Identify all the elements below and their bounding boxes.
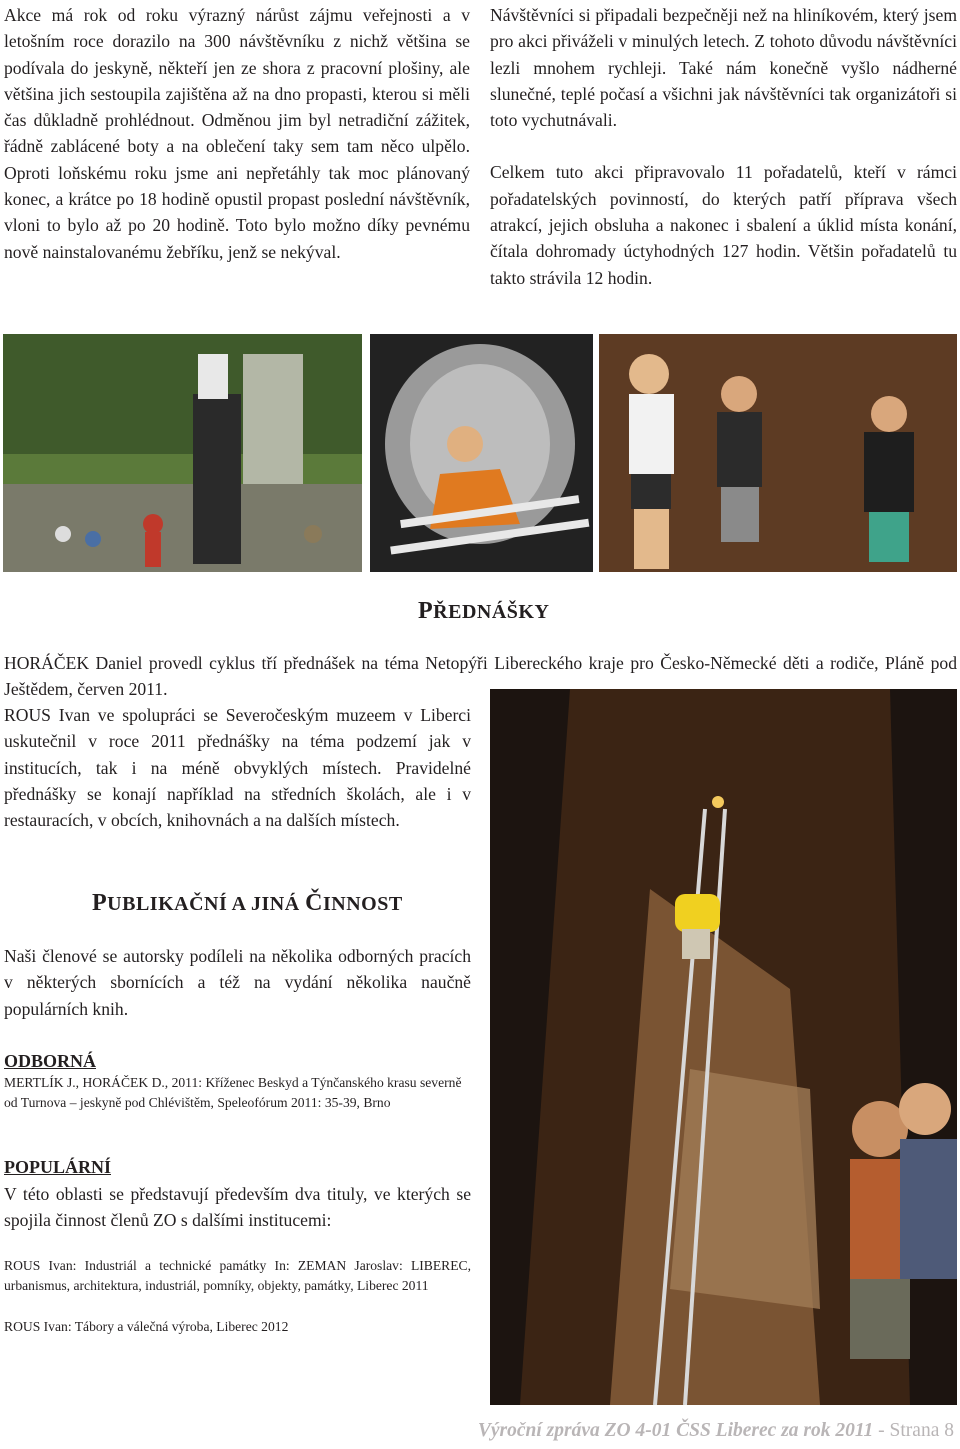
publications-paragraph: Naši členové se autorsky podíleli na několika odborných pracích v některých sbornících a též na vydání několika naučně populárních knih.: [4, 946, 471, 1019]
lectures-column: [4, 702, 471, 833]
footer-separator: -: [873, 1420, 890, 1441]
intro-right-column: [490, 2, 957, 291]
intro-right-paragraph-2: Celkem tuto akci připravovalo 11 pořadatelů, kteří v rámci pořadatelských povinností, do kterých patří příprava všech atrakcí, jejich obsluha a nakonec i sbalení a úklid místa konání, čítala dohromady úctyhodných 127 hodin. Většin pořadatelů tu takto strávila 12 hodin.: [490, 162, 957, 288]
popularni-reference-1: ROUS Ivan: Industriál a technické památky In: ZEMAN Jaroslav: LIBEREC, urbanismus, architektura, industriál, pomníky, objekty, památky, Liberec 2011: [4, 1258, 471, 1294]
popularni-heading: POPULÁRNÍ: [4, 1157, 111, 1177]
publications-heading: PUBLIKAČNÍ A JINÁ ČINNOST: [92, 890, 403, 916]
photo-three-visitors-cave: [599, 334, 957, 572]
photo-ladder-tower-forest: [3, 334, 362, 572]
intro-left-column: [4, 2, 470, 265]
lectures-paragraph-2: ROUS Ivan ve spolupráci se Severočeským muzeem v Liberci uskutečnil v roce 2011 přednášky na téma podzemí jak v institucích, tak i na méně obvyklých místech. Pravidelné přednášky se konají například na středních školách, ale i v restauracích, v obcích, knihovnách a na dalších místech.: [4, 705, 471, 831]
footer-page-number: Strana 8: [889, 1420, 954, 1441]
lectures-paragraph-1: HORÁČEK Daniel provedl cyklus tří přednášek na téma Netopýři Libereckého kraje pro Česko-Německé děti a rodiče, Pláně pod Ještědem, červen 2011.: [4, 653, 957, 700]
popularni-paragraph: V této oblasti se představují především dva tituly, ve kterých se spojila činnost členů ZO s dalšími institucemi:: [4, 1184, 471, 1231]
popularni-column: [4, 1181, 471, 1234]
intro-right-paragraph-1: Návštěvníci si připadali bezpečněji než na hliníkovém, který jsem pro akci přiváželi v minulých letech. Z tohoto důvodu návštěvníci lezli mnohem rychleji. Také nám konečně vyšlo nádherné slunečné, teplé počasí a všichni jak návštěvníci tak organizátoři si toto vychutnávali.: [490, 5, 957, 131]
popularni-reference-2: ROUS Ivan: Tábory a válečná výroba, Liberec 2012: [4, 1319, 289, 1334]
publications-column: [4, 943, 471, 1022]
photo-boy-on-ladder: [370, 334, 593, 572]
odborna-heading: ODBORNÁ: [4, 1051, 97, 1071]
page-footer: [478, 1420, 954, 1442]
odborna-reference: MERTLÍK J., HORÁČEK D., 2011: Kříženec Beskyd a Týnčanského krasu severně od Turnova – jeskyně pod Chlévištěm, Speleofórum 2011: 35-39, Brno: [4, 1075, 462, 1111]
footer-title: Výroční zpráva ZO 4-01 ČSS Liberec za rok 2011: [477, 1420, 874, 1441]
intro-left-paragraph: Akce má rok od roku výrazný nárůst zájmu veřejnosti a v letošním roce dorazilo na 300 návštěvníku z nichž většina se podívala do jeskyně, někteří jen ze shora z pracovní plošiny, ale většina jich sestoupila zajištěna až na dno propasti, kterou si měli čas důkladně prohlédnout. Odměnou jim byl netradiční zážitek, řádně zablácené boty a na oblečení taky sem tam něco ulpělo. Oproti loňskému roku jsme ani nepřetáhly tak moc plánovaný konec, a krátce po 18 hodině opustil propast poslední návštěvník, vloni to bylo až po 20 hodině. Toto bylo možno díky pevnému nově nainstalovanému žebříku, jenž se nekýval.: [4, 5, 470, 262]
photo-cave-ladder-climb: [490, 689, 957, 1405]
lectures-heading: PŘEDNÁŠKY: [418, 598, 550, 624]
